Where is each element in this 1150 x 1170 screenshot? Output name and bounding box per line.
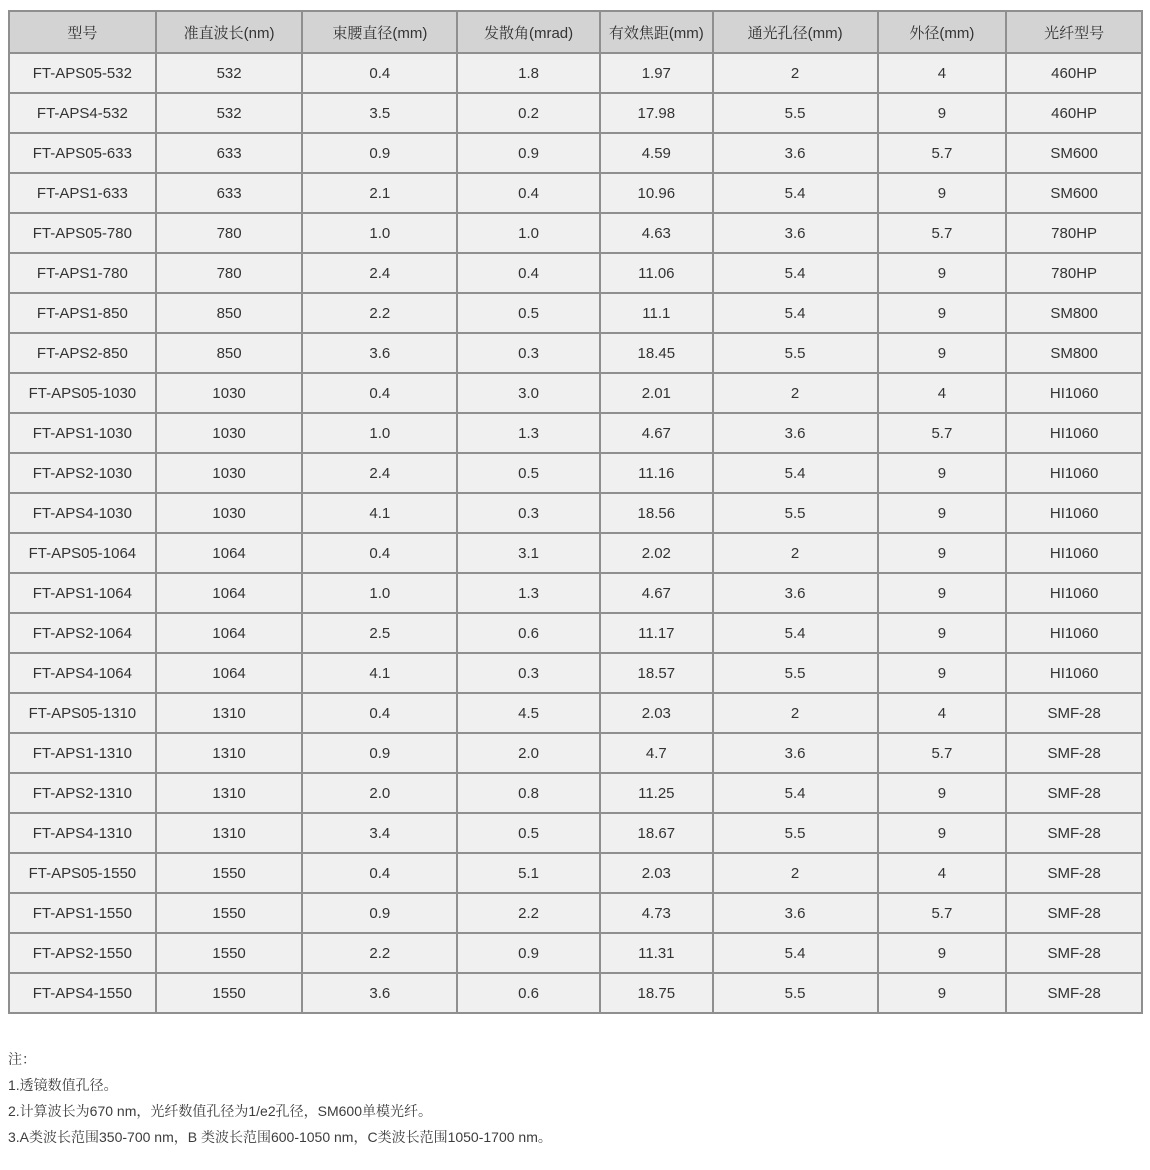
cell-divergence: 3.1 xyxy=(457,533,600,573)
cell-efl: 11.16 xyxy=(600,453,713,493)
cell-divergence: 0.6 xyxy=(457,973,600,1013)
cell-wavelength: 1064 xyxy=(156,573,303,613)
cell-outer-diameter: 9 xyxy=(878,453,1007,493)
cell-beam-waist: 4.1 xyxy=(302,493,457,533)
footnote-3: 3.A类波长范围350-700 nm，B 类波长范围600-1050 nm，C类波长范围1050-1700 nm。 xyxy=(8,1129,552,1145)
cell-wavelength: 780 xyxy=(156,253,303,293)
cell-beam-waist: 0.4 xyxy=(302,53,457,93)
cell-beam-waist: 2.1 xyxy=(302,173,457,213)
cell-model: FT-APS4-532 xyxy=(9,93,156,133)
page xyxy=(0,10,1150,1170)
cell-beam-waist: 1.0 xyxy=(302,573,457,613)
cell-model: FT-APS05-780 xyxy=(9,213,156,253)
column-header-fiber-type: 光纤型号 xyxy=(1006,11,1142,53)
cell-model: FT-APS4-1030 xyxy=(9,493,156,533)
cell-divergence: 0.5 xyxy=(457,293,600,333)
cell-model: FT-APS1-633 xyxy=(9,173,156,213)
cell-outer-diameter: 9 xyxy=(878,93,1007,133)
cell-wavelength: 1030 xyxy=(156,413,303,453)
footnotes xyxy=(8,1046,1150,1150)
cell-efl: 4.59 xyxy=(600,133,713,173)
cell-model: FT-APS2-850 xyxy=(9,333,156,373)
cell-wavelength: 1550 xyxy=(156,973,303,1013)
cell-fiber-type: SMF-28 xyxy=(1006,893,1142,933)
cell-beam-waist: 4.1 xyxy=(302,653,457,693)
cell-outer-diameter: 9 xyxy=(878,653,1007,693)
cell-divergence: 1.3 xyxy=(457,413,600,453)
cell-model: FT-APS05-532 xyxy=(9,53,156,93)
table-row xyxy=(9,693,1142,733)
cell-divergence: 0.9 xyxy=(457,933,600,973)
column-header-divergence: 发散角(mrad) xyxy=(457,11,600,53)
cell-efl: 18.67 xyxy=(600,813,713,853)
column-header-beam-waist: 束腰直径(mm) xyxy=(302,11,457,53)
cell-wavelength: 1310 xyxy=(156,733,303,773)
table-row xyxy=(9,853,1142,893)
cell-outer-diameter: 5.7 xyxy=(878,733,1007,773)
cell-model: FT-APS1-1030 xyxy=(9,413,156,453)
cell-efl: 18.57 xyxy=(600,653,713,693)
cell-fiber-type: SM600 xyxy=(1006,173,1142,213)
cell-aperture: 5.5 xyxy=(713,93,878,133)
cell-beam-waist: 3.6 xyxy=(302,333,457,373)
cell-model: FT-APS4-1550 xyxy=(9,973,156,1013)
cell-divergence: 1.3 xyxy=(457,573,600,613)
cell-divergence: 0.5 xyxy=(457,813,600,853)
cell-outer-diameter: 9 xyxy=(878,253,1007,293)
cell-efl: 2.01 xyxy=(600,373,713,413)
cell-outer-diameter: 4 xyxy=(878,53,1007,93)
cell-outer-diameter: 9 xyxy=(878,613,1007,653)
cell-divergence: 0.3 xyxy=(457,333,600,373)
cell-aperture: 3.6 xyxy=(713,213,878,253)
cell-efl: 17.98 xyxy=(600,93,713,133)
cell-wavelength: 1310 xyxy=(156,693,303,733)
cell-model: FT-APS2-1030 xyxy=(9,453,156,493)
table-header xyxy=(9,11,1142,53)
column-header-wavelength: 准直波长(nm) xyxy=(156,11,303,53)
cell-divergence: 0.4 xyxy=(457,253,600,293)
table-row xyxy=(9,173,1142,213)
cell-model: FT-APS1-1550 xyxy=(9,893,156,933)
cell-fiber-type: HI1060 xyxy=(1006,653,1142,693)
cell-wavelength: 633 xyxy=(156,133,303,173)
cell-wavelength: 780 xyxy=(156,213,303,253)
cell-divergence: 0.3 xyxy=(457,493,600,533)
table-row xyxy=(9,53,1142,93)
cell-wavelength: 532 xyxy=(156,53,303,93)
table-row xyxy=(9,373,1142,413)
cell-fiber-type: SMF-28 xyxy=(1006,813,1142,853)
cell-aperture: 5.5 xyxy=(713,653,878,693)
cell-wavelength: 1550 xyxy=(156,933,303,973)
cell-model: FT-APS2-1310 xyxy=(9,773,156,813)
cell-aperture: 5.4 xyxy=(713,453,878,493)
cell-divergence: 1.8 xyxy=(457,53,600,93)
cell-outer-diameter: 9 xyxy=(878,813,1007,853)
cell-model: FT-APS1-1064 xyxy=(9,573,156,613)
cell-beam-waist: 2.5 xyxy=(302,613,457,653)
cell-beam-waist: 0.9 xyxy=(302,893,457,933)
cell-aperture: 5.4 xyxy=(713,773,878,813)
cell-outer-diameter: 9 xyxy=(878,773,1007,813)
cell-beam-waist: 0.9 xyxy=(302,733,457,773)
cell-outer-diameter: 5.7 xyxy=(878,133,1007,173)
cell-wavelength: 850 xyxy=(156,293,303,333)
cell-divergence: 0.4 xyxy=(457,173,600,213)
cell-beam-waist: 0.4 xyxy=(302,693,457,733)
cell-outer-diameter: 9 xyxy=(878,933,1007,973)
cell-divergence: 0.9 xyxy=(457,133,600,173)
cell-model: FT-APS05-1064 xyxy=(9,533,156,573)
cell-aperture: 2 xyxy=(713,853,878,893)
table-row xyxy=(9,733,1142,773)
cell-outer-diameter: 9 xyxy=(878,173,1007,213)
cell-aperture: 3.6 xyxy=(713,893,878,933)
table-row xyxy=(9,293,1142,333)
cell-fiber-type: 460HP xyxy=(1006,93,1142,133)
table-row xyxy=(9,613,1142,653)
cell-divergence: 0.3 xyxy=(457,653,600,693)
cell-model: FT-APS2-1550 xyxy=(9,933,156,973)
cell-model: FT-APS05-1030 xyxy=(9,373,156,413)
cell-fiber-type: SMF-28 xyxy=(1006,973,1142,1013)
cell-aperture: 5.4 xyxy=(713,933,878,973)
cell-fiber-type: 460HP xyxy=(1006,53,1142,93)
cell-fiber-type: 780HP xyxy=(1006,213,1142,253)
cell-divergence: 2.2 xyxy=(457,893,600,933)
cell-outer-diameter: 9 xyxy=(878,533,1007,573)
cell-divergence: 0.6 xyxy=(457,613,600,653)
cell-wavelength: 1064 xyxy=(156,533,303,573)
table-row xyxy=(9,253,1142,293)
cell-aperture: 3.6 xyxy=(713,413,878,453)
cell-fiber-type: SMF-28 xyxy=(1006,693,1142,733)
table-row xyxy=(9,573,1142,613)
cell-outer-diameter: 5.7 xyxy=(878,893,1007,933)
cell-efl: 4.67 xyxy=(600,573,713,613)
cell-divergence: 5.1 xyxy=(457,853,600,893)
cell-efl: 2.02 xyxy=(600,533,713,573)
cell-fiber-type: SMF-28 xyxy=(1006,733,1142,773)
cell-beam-waist: 2.2 xyxy=(302,293,457,333)
cell-outer-diameter: 9 xyxy=(878,973,1007,1013)
cell-fiber-type: HI1060 xyxy=(1006,413,1142,453)
cell-fiber-type: HI1060 xyxy=(1006,373,1142,413)
cell-wavelength: 1064 xyxy=(156,613,303,653)
table-row xyxy=(9,933,1142,973)
cell-efl: 2.03 xyxy=(600,853,713,893)
cell-fiber-type: SM800 xyxy=(1006,333,1142,373)
cell-outer-diameter: 9 xyxy=(878,573,1007,613)
cell-wavelength: 1550 xyxy=(156,893,303,933)
cell-fiber-type: SMF-28 xyxy=(1006,853,1142,893)
cell-outer-diameter: 4 xyxy=(878,373,1007,413)
cell-fiber-type: SMF-28 xyxy=(1006,933,1142,973)
fiber-collimator-spec-table xyxy=(8,10,1143,1014)
cell-fiber-type: SM800 xyxy=(1006,293,1142,333)
cell-aperture: 2 xyxy=(713,533,878,573)
cell-efl: 11.17 xyxy=(600,613,713,653)
footnote-label: 注： xyxy=(8,1051,36,1067)
cell-aperture: 2 xyxy=(713,373,878,413)
table-row xyxy=(9,973,1142,1013)
cell-aperture: 3.6 xyxy=(713,573,878,613)
cell-aperture: 5.5 xyxy=(713,493,878,533)
cell-wavelength: 532 xyxy=(156,93,303,133)
cell-beam-waist: 1.0 xyxy=(302,413,457,453)
cell-fiber-type: HI1060 xyxy=(1006,453,1142,493)
cell-beam-waist: 3.4 xyxy=(302,813,457,853)
cell-wavelength: 1030 xyxy=(156,493,303,533)
cell-beam-waist: 0.4 xyxy=(302,373,457,413)
cell-beam-waist: 3.6 xyxy=(302,973,457,1013)
cell-beam-waist: 0.9 xyxy=(302,133,457,173)
cell-outer-diameter: 5.7 xyxy=(878,413,1007,453)
cell-divergence: 0.5 xyxy=(457,453,600,493)
cell-efl: 18.56 xyxy=(600,493,713,533)
table-row xyxy=(9,93,1142,133)
cell-aperture: 5.4 xyxy=(713,293,878,333)
cell-aperture: 5.4 xyxy=(713,173,878,213)
cell-divergence: 4.5 xyxy=(457,693,600,733)
table-row xyxy=(9,773,1142,813)
cell-fiber-type: HI1060 xyxy=(1006,573,1142,613)
cell-divergence: 2.0 xyxy=(457,733,600,773)
cell-fiber-type: SMF-28 xyxy=(1006,773,1142,813)
cell-divergence: 0.8 xyxy=(457,773,600,813)
cell-beam-waist: 3.5 xyxy=(302,93,457,133)
cell-wavelength: 1030 xyxy=(156,373,303,413)
cell-aperture: 3.6 xyxy=(713,133,878,173)
cell-efl: 11.1 xyxy=(600,293,713,333)
column-header-model: 型号 xyxy=(9,11,156,53)
cell-beam-waist: 2.4 xyxy=(302,253,457,293)
cell-model: FT-APS05-1550 xyxy=(9,853,156,893)
table-row xyxy=(9,493,1142,533)
cell-beam-waist: 2.4 xyxy=(302,453,457,493)
cell-outer-diameter: 9 xyxy=(878,333,1007,373)
cell-outer-diameter: 5.7 xyxy=(878,213,1007,253)
table-row xyxy=(9,533,1142,573)
cell-beam-waist: 0.4 xyxy=(302,533,457,573)
cell-efl: 18.75 xyxy=(600,973,713,1013)
table-row xyxy=(9,333,1142,373)
cell-wavelength: 633 xyxy=(156,173,303,213)
cell-model: FT-APS2-1064 xyxy=(9,613,156,653)
cell-wavelength: 1310 xyxy=(156,813,303,853)
table-row xyxy=(9,813,1142,853)
cell-efl: 4.7 xyxy=(600,733,713,773)
cell-aperture: 5.5 xyxy=(713,333,878,373)
cell-aperture: 2 xyxy=(713,53,878,93)
cell-outer-diameter: 4 xyxy=(878,693,1007,733)
footnote-2: 2.计算波长为670 nm，光纤数值孔径为1/e2孔径，SM600单模光纤。 xyxy=(8,1103,432,1119)
cell-divergence: 3.0 xyxy=(457,373,600,413)
cell-model: FT-APS1-1310 xyxy=(9,733,156,773)
cell-fiber-type: SM600 xyxy=(1006,133,1142,173)
cell-outer-diameter: 4 xyxy=(878,853,1007,893)
column-header-aperture: 通光孔径(mm) xyxy=(713,11,878,53)
cell-beam-waist: 2.2 xyxy=(302,933,457,973)
cell-wavelength: 1030 xyxy=(156,453,303,493)
cell-beam-waist: 0.4 xyxy=(302,853,457,893)
table-row xyxy=(9,453,1142,493)
cell-beam-waist: 2.0 xyxy=(302,773,457,813)
footnote-1: 1.透镜数值孔径。 xyxy=(8,1077,118,1093)
cell-model: FT-APS05-633 xyxy=(9,133,156,173)
cell-fiber-type: HI1060 xyxy=(1006,493,1142,533)
cell-wavelength: 1550 xyxy=(156,853,303,893)
cell-efl: 4.67 xyxy=(600,413,713,453)
cell-wavelength: 1064 xyxy=(156,653,303,693)
column-header-efl: 有效焦距(mm) xyxy=(600,11,713,53)
cell-aperture: 5.4 xyxy=(713,613,878,653)
cell-aperture: 5.4 xyxy=(713,253,878,293)
cell-efl: 10.96 xyxy=(600,173,713,213)
cell-efl: 4.63 xyxy=(600,213,713,253)
cell-efl: 11.31 xyxy=(600,933,713,973)
table-row xyxy=(9,133,1142,173)
cell-efl: 18.45 xyxy=(600,333,713,373)
cell-fiber-type: 780HP xyxy=(1006,253,1142,293)
column-header-outer-diameter: 外径(mm) xyxy=(878,11,1007,53)
cell-model: FT-APS1-850 xyxy=(9,293,156,333)
cell-aperture: 3.6 xyxy=(713,733,878,773)
cell-divergence: 0.2 xyxy=(457,93,600,133)
table-body xyxy=(9,53,1142,1013)
cell-model: FT-APS1-780 xyxy=(9,253,156,293)
cell-efl: 2.03 xyxy=(600,693,713,733)
cell-fiber-type: HI1060 xyxy=(1006,613,1142,653)
cell-outer-diameter: 9 xyxy=(878,493,1007,533)
cell-outer-diameter: 9 xyxy=(878,293,1007,333)
cell-efl: 4.73 xyxy=(600,893,713,933)
table-row xyxy=(9,653,1142,693)
cell-aperture: 2 xyxy=(713,693,878,733)
cell-wavelength: 850 xyxy=(156,333,303,373)
header-row xyxy=(9,11,1142,53)
cell-efl: 1.97 xyxy=(600,53,713,93)
cell-divergence: 1.0 xyxy=(457,213,600,253)
table-row xyxy=(9,213,1142,253)
cell-aperture: 5.5 xyxy=(713,813,878,853)
cell-aperture: 5.5 xyxy=(713,973,878,1013)
cell-model: FT-APS4-1310 xyxy=(9,813,156,853)
cell-efl: 11.06 xyxy=(600,253,713,293)
cell-beam-waist: 1.0 xyxy=(302,213,457,253)
cell-model: FT-APS4-1064 xyxy=(9,653,156,693)
cell-model: FT-APS05-1310 xyxy=(9,693,156,733)
cell-wavelength: 1310 xyxy=(156,773,303,813)
cell-efl: 11.25 xyxy=(600,773,713,813)
table-row xyxy=(9,413,1142,453)
cell-fiber-type: HI1060 xyxy=(1006,533,1142,573)
table-row xyxy=(9,893,1142,933)
